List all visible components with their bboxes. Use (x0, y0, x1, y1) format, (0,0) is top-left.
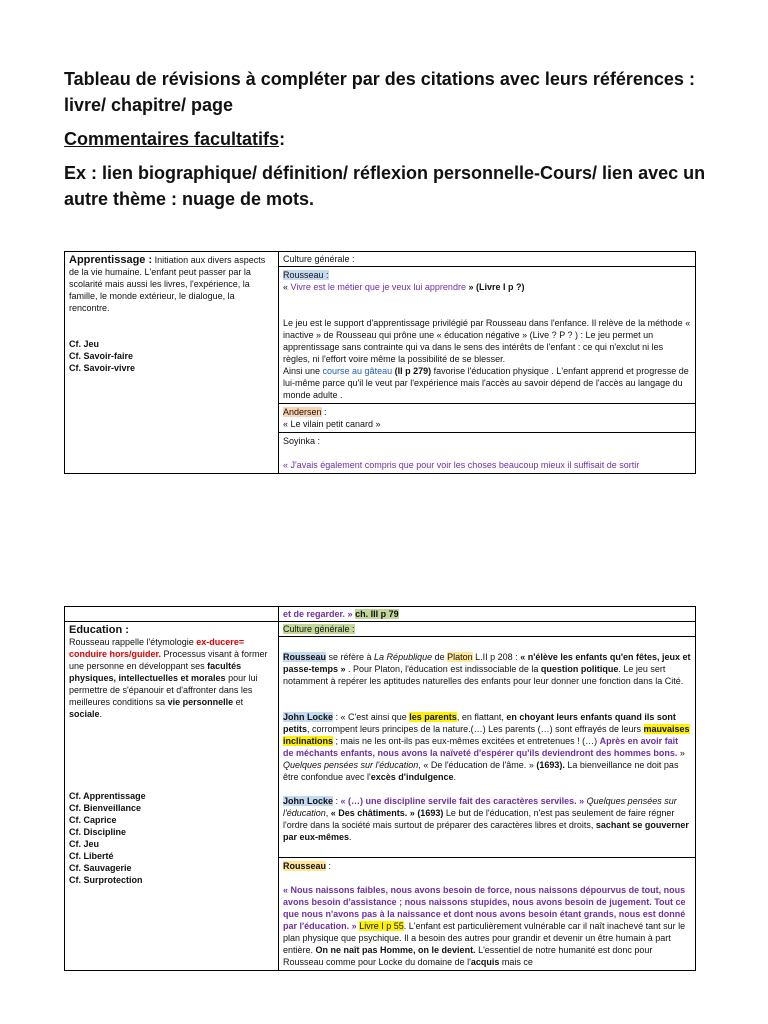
subtitle-text: Commentaires facultatifs (64, 129, 280, 149)
text-span: mais ce (499, 957, 533, 967)
quote-platon: « n'élève les enfants qu'en fêtes, jeux et passe-temps » (283, 652, 691, 674)
bold-span: « Des châtiments. » (330, 808, 415, 818)
bold-span: vie personnelle (167, 697, 234, 707)
author-andersen: Andersen (283, 407, 322, 417)
text-span: Ainsi une (283, 366, 323, 376)
colon: : (321, 407, 327, 417)
example-heading (64, 160, 714, 212)
year: (1693) (414, 808, 444, 818)
education-table (64, 606, 696, 971)
etymology-meaning: = conduire hors/guider. (69, 637, 245, 659)
culture-label-cell (279, 252, 696, 267)
quote-locke-2: « (…) une discipline servile fait des caractères serviles. » (340, 796, 585, 806)
quote-soyinka: « J'avais également compris que pour voir les choses beaucoup mieux il suffisait de sortir (283, 460, 640, 470)
ref-item: Cf. Sauvagerie (69, 863, 132, 873)
text-span: Le but de l'éducation, n'est pas seulement de faire régner l'ordre dans la société mais surtout de préparer des caractères libres et droits, (283, 808, 675, 830)
quote-continuation: et de regarder. » (283, 609, 353, 619)
text-span: ; mais ne les ont-ils pas eux-mêmes excitées et entretenues ! (…) (333, 736, 600, 746)
text-span: L'essentiel de notre humanité est donc pour Rousseau comme pour Locke du domaine de l' (283, 945, 653, 967)
example-line-2: autre thème : nuage de mots. (64, 189, 315, 209)
rousseau-education-cell (279, 858, 696, 971)
text-span: . (349, 832, 352, 842)
ref-item: Cf. Jeu (69, 339, 100, 349)
ref-item: Cf. Liberté (69, 851, 114, 861)
ref-item: Cf. Discipline (69, 827, 127, 837)
text-span: , « De l'éducation de l'âme. » (418, 760, 537, 770)
text-span: La bienveillance ne doit pas être confondue avec l' (283, 760, 679, 782)
ref-livre: Livre I p 55 (359, 921, 404, 931)
education-left-cell (65, 622, 279, 971)
bold-span: en choyant leurs enfants quand ils sont petits (283, 712, 676, 734)
empty-left-cell (65, 607, 279, 622)
course-au-gateau: course au gâteau (322, 366, 393, 376)
text-span: . (453, 772, 456, 782)
ref-item: Cf. Jeu (69, 839, 100, 849)
text-span: . (99, 709, 103, 719)
author-rousseau: Rousseau (283, 652, 327, 662)
quote-rousseau-education: « Nous naissons faibles, nous avons besoin de force, nous naissons dépourvus de tout, nous avons besoin d'assistance ; nous naissons stupides, nous avons besoin de jugement. Tout ce que nous n'avons pas à la naissance et dont nous avons besoin étant grands, nous est donné par l'éducation. » (283, 885, 686, 931)
text-span: L.II p 208 : (472, 652, 521, 662)
culture-label: Culture générale : (283, 624, 355, 634)
subtitle (64, 126, 714, 152)
ref-item: Cf. Surprotection (69, 875, 143, 885)
text-span: , corrompent leurs principes de la nature.(…) Les parents (…) sont effrayés de leurs (307, 724, 644, 734)
author-locke: John Locke (283, 796, 334, 806)
apprentissage-left-cell (65, 252, 279, 474)
bold-span: question politique (540, 664, 619, 674)
ref-span: (II p 279) (392, 366, 432, 376)
title-line-2: livre/ chapitre/ page (64, 95, 234, 115)
author-rousseau: Rousseau (283, 861, 327, 871)
ref-item: Cf. Savoir-vivre (69, 363, 136, 373)
text-span: . L'enfant est particulièrement vulnérable car il naît inachevé tant sur le plan physique que psychique. Il a besoin des autres pour grandir et devenir un être humain à part entière. (283, 921, 686, 955)
text-span: . Pour Platon, l'éducation est indissociable de la (345, 664, 541, 674)
continuation-ref: ch. III p 79 (355, 609, 399, 619)
culture-label-cell-2 (279, 622, 696, 637)
culture-label: Culture générale : (283, 254, 355, 264)
text-span: » (677, 748, 685, 758)
author-rousseau: Rousseau : (283, 270, 329, 280)
colon: : (326, 861, 332, 871)
book-title: Quelques pensées sur l'éducation (283, 796, 677, 818)
etymology: ex-ducere (196, 637, 239, 647)
text-span: se réfère à (326, 652, 375, 662)
book-title: Quelques pensées sur l'éducation (283, 760, 419, 770)
text-span: pour lui permettre de s'épanouir et d'affronter dans les meilleures conditions sa (69, 673, 258, 707)
highlight-parents: les parents (409, 712, 457, 722)
text-span: , en flattant, (456, 712, 507, 722)
author-soyinka: Soyinka : (283, 436, 321, 446)
ref-item: Cf. Apprentissage (69, 791, 146, 801)
text-span: Processus visant à former une personne en développant ses (69, 649, 268, 671)
bold-span: acquis (470, 957, 500, 967)
subtitle-colon: : (279, 129, 286, 149)
text-span: favorise l'éducation physique . L'enfant apprend et progresse de lui-même parce qu'il le veut par l'expérience mais l'accès au savoir dépend de l'accès au langage du monde adulte . (283, 366, 689, 400)
definition-apprentissage: Initiation aux divers aspects de la vie humaine. L'enfant peut passer par la scolarité mais aussi les livres, l'expérience, la famille, le monde extérieur, le dialogue, la rencontre. (69, 255, 266, 313)
rousseau-cell (279, 267, 696, 404)
title-line-1: Tableau de révisions à compléter par des citations avec leurs références : (64, 69, 695, 89)
ref-item: Cf. Bienveillance (69, 803, 142, 813)
bold-span: facultés physiques, intellectuelles et morales (69, 661, 242, 683)
text-span: . Le jeu sert notamment à repérer les aptitudes naturelles des enfants pour leur donner une fonction dans la Cité. (283, 664, 684, 686)
continuation-cell (279, 607, 696, 622)
year: (1693). (536, 760, 565, 770)
bold-span: sociale (69, 709, 100, 719)
ref-item: Cf. Caprice (69, 815, 117, 825)
author-locke: John Locke (283, 712, 334, 722)
author-platon: Platon (447, 652, 473, 662)
quote-locke: Après en avoir fait de méchants enfants, nous avons la naïveté d'espérer qu'ils deviendront des hommes bons. (283, 736, 679, 758)
jeu-paragraph: Le jeu est le support d'apprentissage privilégié par Rousseau dans l'enfance. Il relève de la méthode « inactive » de Rousseau qui prône une « éducation négative » (Live ? P ? ) : Le jeu permet un apprentissage sans contrainte qui va dans le sens des intérêts de l'enfant : ce qui n'exclut ni les règles, ni l'effort voire même la possibilité de se blesser. (283, 318, 691, 364)
book-title: La République (374, 652, 433, 662)
term-apprentissage: Apprentissage : (69, 254, 153, 266)
apprentissage-table (64, 251, 696, 474)
term-education: Education : (69, 624, 129, 636)
highlight-inclinations: mauvaises inclinations (283, 724, 690, 746)
example-line-1: Ex : lien biographique/ définition/ réflexion personnelle-Cours/ lien avec un (64, 163, 706, 183)
andersen-cell (279, 404, 696, 433)
text-span: : (333, 796, 341, 806)
platon-locke-cell (279, 637, 696, 858)
bold-span: On ne naît pas Homme, on le devient. (315, 945, 476, 955)
quote-ref: » (Livre I p ?) (465, 282, 525, 292)
bold-span: sachant se gouverner par eux-mêmes (283, 820, 689, 842)
soyinka-cell (279, 433, 696, 474)
text-span: : « C'est ainsi que (333, 712, 410, 722)
quote-andersen: « Le vilain petit canard » (283, 419, 381, 429)
text-span: Rousseau rappelle l'étymologie (69, 637, 197, 647)
bold-span: excès d'indulgence (370, 772, 454, 782)
text-span: de (432, 652, 448, 662)
page-title (64, 66, 714, 118)
quote-rousseau: Vivre est le métier que je veux lui apprendre (290, 282, 466, 292)
text-span: et (233, 697, 244, 707)
ref-item: Cf. Savoir-faire (69, 351, 134, 361)
text-span: , (325, 808, 331, 818)
quote-mark: « (283, 282, 291, 292)
